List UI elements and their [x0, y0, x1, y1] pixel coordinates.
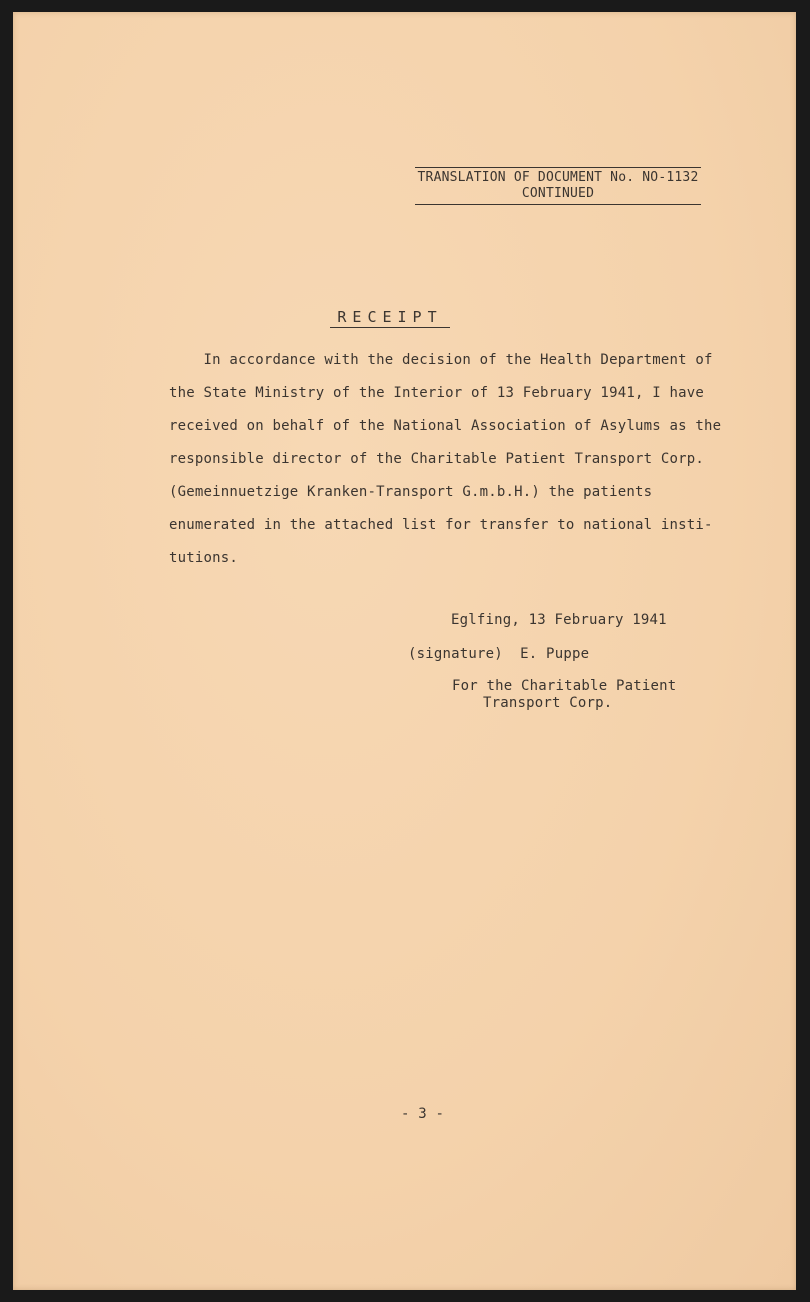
document-title: RECEIPT	[330, 308, 450, 328]
page-number: - 3 -	[401, 1106, 445, 1122]
document-page	[13, 12, 796, 1290]
header-continued-line: CONTINUED	[521, 186, 595, 201]
place-date: Eglfing, 13 February 1941	[451, 612, 667, 628]
body-line: tutions.	[169, 550, 239, 566]
signatory-role-line2: Transport Corp.	[483, 695, 613, 711]
body-paragraph	[169, 344, 722, 575]
signature-line: (signature) E. Puppe	[408, 646, 590, 662]
document-header	[415, 167, 701, 205]
body-line: responsible director of the Charitable Patient Transport Corp.	[169, 451, 704, 467]
body-line: enumerated in the attached list for transfer to national insti-	[169, 517, 713, 533]
body-line: (Gemeinnuetzige Kranken-Transport G.m.b.H.) the patients	[169, 484, 653, 500]
header-translation-line: TRANSLATION OF DOCUMENT No. NO-1132	[417, 170, 699, 185]
body-line: received on behalf of the National Association of Asylums as the	[169, 418, 722, 434]
signatory-role-line1: For the Charitable Patient	[452, 678, 677, 694]
body-line: In accordance with the decision of the Health Department of	[169, 352, 713, 368]
body-line: the State Ministry of the Interior of 13 February 1941, I have	[169, 385, 704, 401]
